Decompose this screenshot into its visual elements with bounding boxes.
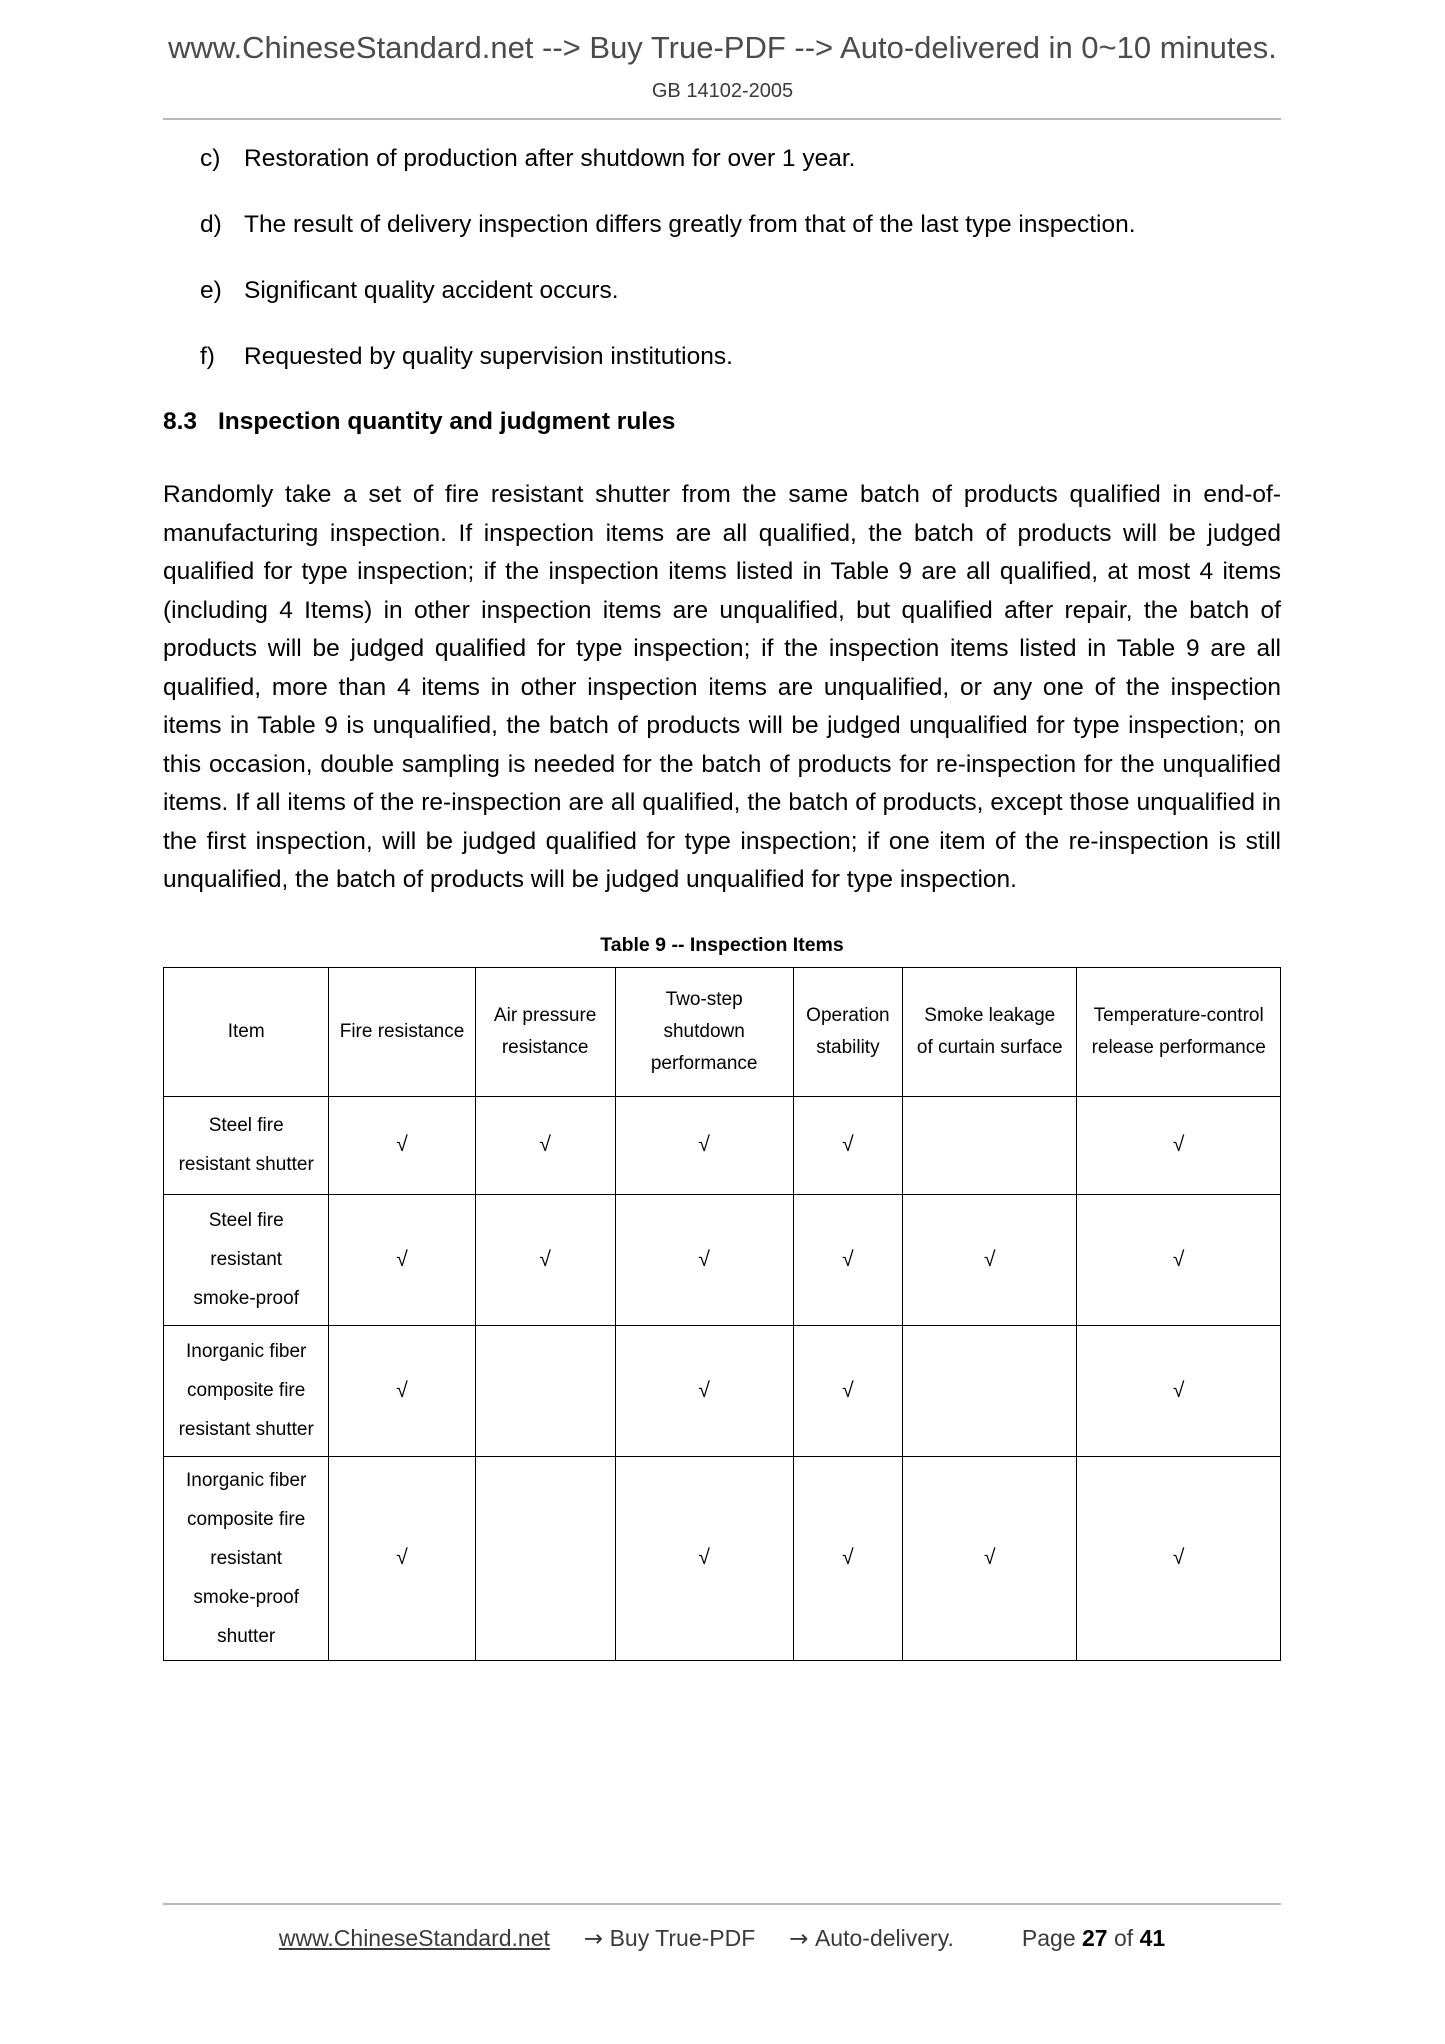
column-header-line: Fire resistance [339, 1020, 465, 1042]
column-header-line: of curtain surface [916, 1036, 1063, 1058]
column-header-line: Temperature-control [1093, 1004, 1264, 1026]
row-label-line: smoke-proof [193, 1288, 299, 1309]
table-header [164, 967, 1281, 1096]
cell-operation-stability: √ [793, 1456, 902, 1660]
row-label-line: Inorganic fiber [185, 1469, 307, 1491]
column-header-line: resistance [501, 1036, 589, 1058]
table-header-row [164, 967, 1281, 1096]
cell-air-pressure-resistance: √ [475, 1194, 615, 1325]
column-header-line: Smoke leakage [924, 1004, 1056, 1026]
footer-delivery-label: Auto-delivery. [814, 1925, 954, 1951]
list-item [163, 272, 1281, 309]
cell-air-pressure-resistance: √ [475, 1096, 615, 1194]
column-header-item [164, 967, 329, 1096]
column-header-line: Item [227, 1020, 265, 1042]
column-header-line: stability [816, 1036, 880, 1058]
list-item-text: Significant quality accident occurs. [244, 277, 619, 304]
column-header-temperature-control-release-performance [1077, 967, 1281, 1096]
column-header-operation-stability [793, 967, 902, 1096]
table-body [164, 1096, 1281, 1660]
row-label-line: resistant shutter [178, 1419, 314, 1440]
section-paragraph: Randomly take a set of fire resistant shutter from the same batch of products qualified in end-of-manufacturing inspection. If inspection items are all qualified, the batch of products will be judged qualified for type inspection; if the inspection items listed in Table 9 are all qualified, at most 4 items (including 4 Items) in other inspection items are unqualified, but qualified after repair, the batch of products will be judged qualified for type inspection; if the inspection items listed in Table 9 are all qualified, more than 4 items in other inspection items are unqualified, or any one of the inspection items in Table 9 is unqualified, the batch of products will be judged unqualified for type inspection; on this occasion, double sampling is needed for the batch of products for re-inspection for the unqualified items. If all items of the re-inspection are all qualified, the batch of products, except those unqualified in the first inspection, will be judged qualified for type inspection; if one item of the re-inspection is still unqualified, the batch of products will be judged unqualified for type inspection. [163, 481, 1281, 893]
cell-fire-resistance: √ [329, 1096, 475, 1194]
inspection-items-table [163, 967, 1281, 1661]
cell-two-step-shutdown-performance: √ [615, 1096, 793, 1194]
cell-two-step-shutdown-performance: √ [615, 1194, 793, 1325]
cell-temperature-control-release-performance: √ [1077, 1096, 1281, 1194]
row-label [164, 1096, 329, 1194]
footer-buy-label: Buy True-PDF [609, 1925, 756, 1951]
footer-page-label: Page [1021, 1925, 1076, 1951]
cell-smoke-leakage-of-curtain-surface: √ [903, 1194, 1077, 1325]
cell-fire-resistance: √ [329, 1194, 475, 1325]
list-item-text: Restoration of production after shutdown for over 1 year. [244, 145, 856, 172]
section-number: 8.3 [163, 408, 198, 435]
table-row [164, 1456, 1281, 1660]
cell-temperature-control-release-performance: √ [1077, 1456, 1281, 1660]
cell-smoke-leakage-of-curtain-surface [903, 1325, 1077, 1456]
list-item-marker: f) [200, 343, 215, 370]
running-head-standard-number: GB 14102-2005 [651, 80, 794, 102]
list-item-text: Requested by quality supervision institutions. [244, 343, 733, 370]
row-label [164, 1194, 329, 1325]
table-row [164, 1194, 1281, 1325]
site-watermark: www.ChineseStandard.net --> Buy True-PDF --> Auto-delivered in 0~10 minutes. [168, 30, 1277, 65]
row-label-line: Inorganic fiber [185, 1341, 307, 1362]
column-header-line: Two-step [665, 988, 743, 1010]
column-header-smoke-leakage-of-curtain-surface [903, 967, 1077, 1096]
column-header-fire-resistance [329, 967, 475, 1096]
header-divider [163, 118, 1281, 120]
cell-temperature-control-release-performance: √ [1077, 1325, 1281, 1456]
cell-air-pressure-resistance [475, 1456, 615, 1660]
list-item-marker: c) [200, 145, 221, 172]
page-content [163, 140, 1281, 1661]
row-label-line: composite fire [187, 1508, 306, 1530]
footer-site-link[interactable]: www.ChineseStandard.net [278, 1925, 550, 1951]
footer-of-label: of [1113, 1925, 1134, 1951]
column-header-line: Operation [806, 1004, 890, 1026]
list-item [163, 206, 1281, 243]
list-item-text: The result of delivery inspection differs greatly from that of the last type inspection. [244, 211, 1136, 238]
column-header-line: release performance [1091, 1036, 1266, 1058]
row-label-line: Steel fire [208, 1210, 284, 1231]
cell-smoke-leakage-of-curtain-surface: √ [903, 1456, 1077, 1660]
table-caption: Table 9 -- Inspection Items [600, 933, 844, 956]
footer-page-total: 41 [1139, 1925, 1166, 1951]
row-label [164, 1456, 329, 1660]
cell-fire-resistance: √ [329, 1456, 475, 1660]
cell-operation-stability: √ [793, 1325, 902, 1456]
cell-operation-stability: √ [793, 1194, 902, 1325]
cell-two-step-shutdown-performance: √ [615, 1456, 793, 1660]
cell-two-step-shutdown-performance: √ [615, 1325, 793, 1456]
table-row [164, 1096, 1281, 1194]
footer-divider [163, 1903, 1281, 1905]
row-label-line: smoke-proof [193, 1586, 299, 1608]
cell-air-pressure-resistance [475, 1325, 615, 1456]
cell-smoke-leakage-of-curtain-surface [903, 1096, 1077, 1194]
row-label-line: shutter [217, 1625, 276, 1647]
row-label-line: Steel fire [208, 1115, 284, 1136]
arrow-right-icon: → [583, 1926, 604, 1952]
column-header-line: performance [650, 1052, 758, 1074]
row-label [164, 1325, 329, 1456]
arrow-right-icon: → [789, 1926, 809, 1952]
cell-operation-stability: √ [793, 1096, 902, 1194]
list-item-marker: d) [200, 211, 222, 238]
column-header-two-step-shutdown-performance [615, 967, 793, 1096]
cell-temperature-control-release-performance: √ [1077, 1194, 1281, 1325]
section-title: Inspection quantity and judgment rules [218, 408, 676, 435]
list-item [163, 338, 1281, 375]
list-item-marker: e) [200, 277, 222, 304]
column-header-line: shutdown [663, 1020, 745, 1042]
column-header-air-pressure-resistance [475, 967, 615, 1096]
row-label-line: resistant [210, 1249, 283, 1270]
cell-fire-resistance: √ [329, 1325, 475, 1456]
footer-page-number: 27 [1082, 1925, 1108, 1951]
column-header-line: Air pressure [493, 1004, 597, 1026]
table-row [164, 1325, 1281, 1456]
row-label-line: resistant shutter [178, 1154, 314, 1175]
row-label-line: composite fire [187, 1380, 306, 1401]
page-footer [163, 1925, 1281, 1952]
row-label-line: resistant [210, 1547, 283, 1569]
section-heading [163, 408, 1281, 436]
list-item [163, 140, 1281, 177]
